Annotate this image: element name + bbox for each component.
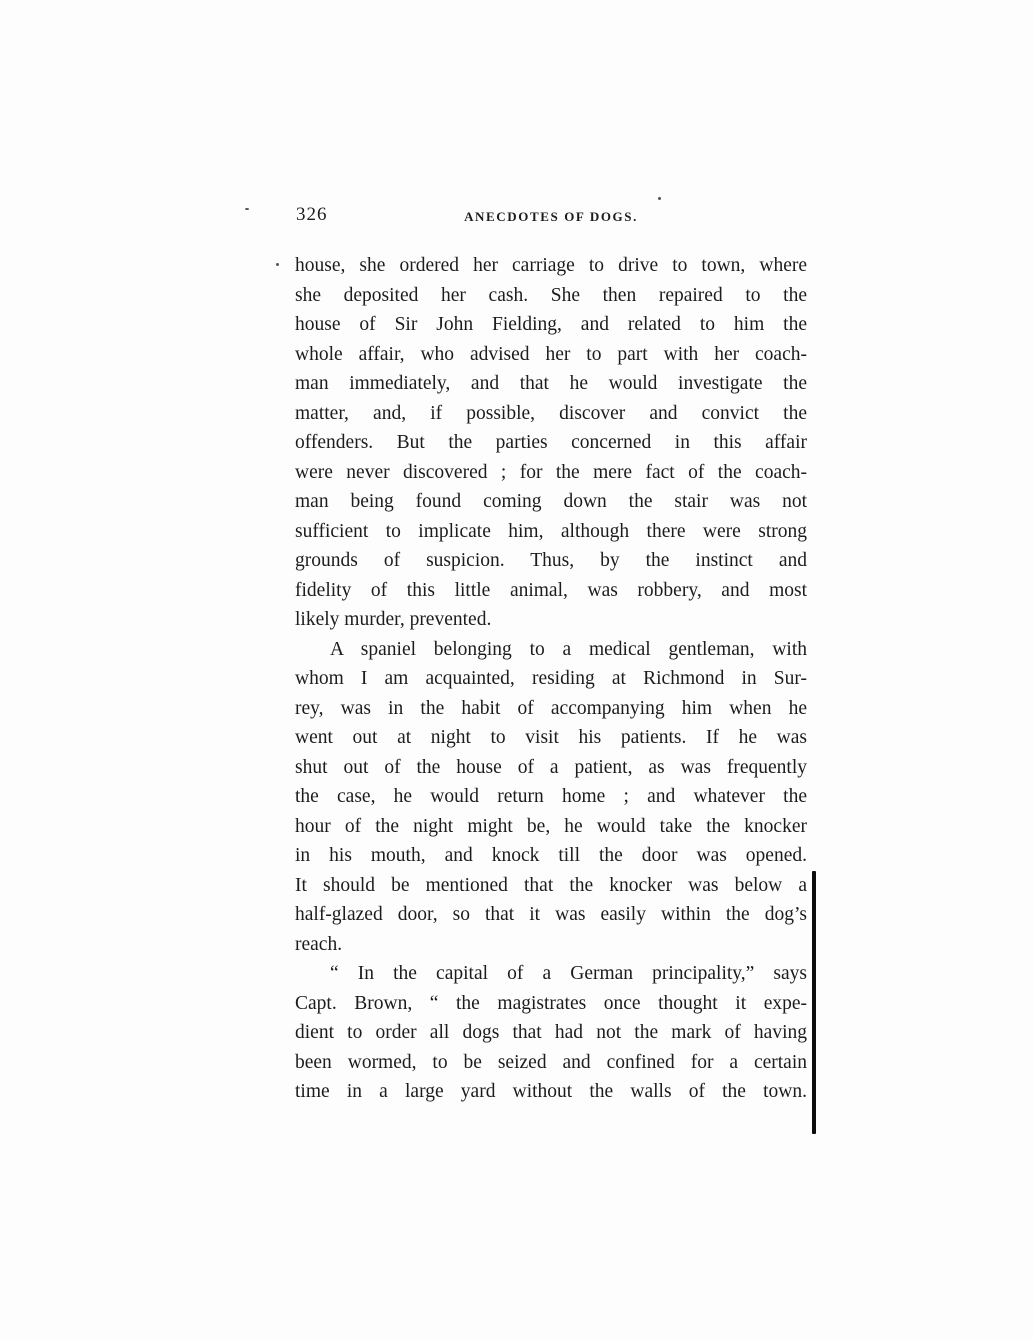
text-line: house of Sir John Fielding, and related to him the	[295, 314, 807, 335]
text-line: time in a large yard without the walls of the town.	[295, 1081, 807, 1102]
text-line: hour of the night might be, he would take the knocker	[295, 815, 807, 837]
text-line: man immediately, and that he would investigate the	[295, 373, 807, 394]
text-line: were never discovered ; for the mere fact of the coach-	[295, 461, 807, 483]
text-line: the case, he would return home ; and whatever the	[295, 786, 807, 807]
text-line: whom I am acquainted, residing at Richmond in Sur-	[295, 668, 807, 689]
scan-speck	[245, 208, 249, 210]
text-line: rey, was in the habit of accompanying him when he	[295, 697, 807, 719]
scan-artifact-bar	[812, 871, 816, 1134]
text-line: been wormed, to be seized and confined for a certain	[295, 1051, 807, 1073]
text-line: shut out of the house of a patient, as was frequently	[295, 756, 807, 778]
page-number: 326	[296, 204, 328, 225]
text-line: A spaniel belonging to a medical gentleman, with	[330, 638, 807, 660]
page-body	[295, 251, 807, 1107]
text-line: whole affair, who advised her to part with her coach-	[295, 343, 807, 365]
text-line: “ In the capital of a German principality,” says	[330, 963, 807, 984]
text-line: likely murder, prevented.	[295, 609, 492, 630]
text-line: It should be mentioned that the knocker was below a	[295, 874, 807, 896]
text-line: Capt. Brown, “ the magistrates once thought it expe-	[295, 992, 807, 1014]
text-line: half-glazed door, so that it was easily within the dog’s	[295, 904, 807, 925]
scan-speck	[658, 197, 661, 200]
text-line: house, she ordered her carriage to drive to town, where	[295, 255, 807, 276]
text-line: offenders. But the parties concerned in this affair	[295, 432, 807, 453]
text-line: in his mouth, and knock till the door was opened.	[295, 845, 807, 866]
running-header: ANECDOTES OF DOGS.	[464, 209, 638, 224]
text-line: dient to order all dogs that had not the mark of having	[295, 1022, 807, 1043]
text-line: reach.	[295, 933, 343, 955]
text-line: matter, and, if possible, discover and convict the	[295, 402, 807, 424]
text-line: fidelity of this little animal, was robbery, and most	[295, 579, 807, 601]
text-line: sufficient to implicate him, although there were strong	[295, 520, 807, 542]
text-line: man being found coming down the stair was not	[295, 491, 807, 512]
scan-speck	[276, 263, 279, 266]
text-line: went out at night to visit his patients. If he was	[295, 727, 807, 748]
text-line: she deposited her cash. She then repaired to the	[295, 284, 807, 306]
text-line: grounds of suspicion. Thus, by the instinct and	[295, 550, 807, 571]
